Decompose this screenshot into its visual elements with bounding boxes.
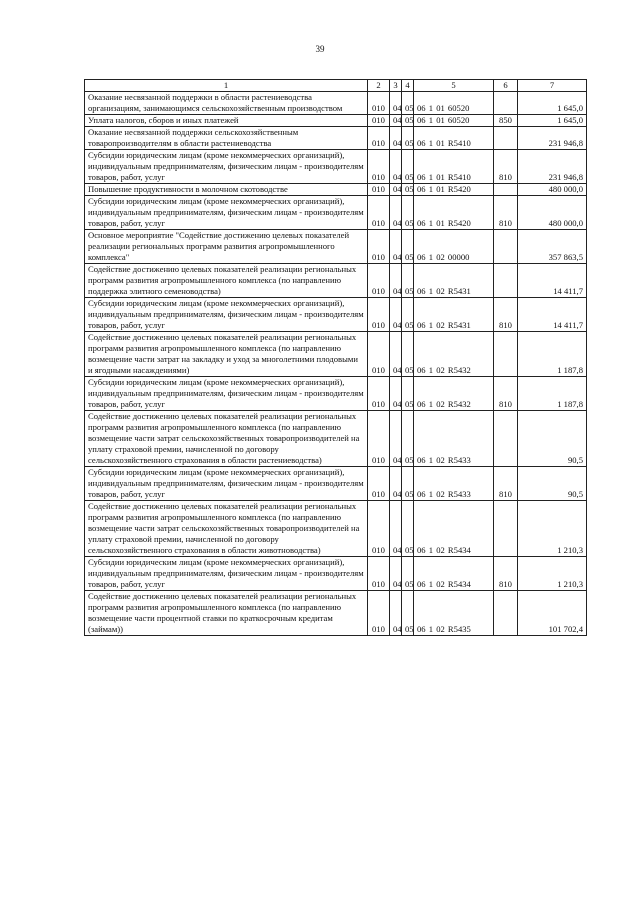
row-target-article-code: 06 1 01 60520 bbox=[414, 92, 494, 115]
row-grbs-code: 010 bbox=[368, 196, 390, 230]
row-expense-type-code bbox=[494, 591, 518, 636]
row-expense-type-code: 810 bbox=[494, 557, 518, 591]
row-subsection-code: 05 bbox=[402, 150, 414, 184]
row-expense-type-code bbox=[494, 127, 518, 150]
table-row bbox=[85, 377, 587, 411]
row-name: Содействие достижению целевых показателей реализации региональных программ развития агропромышленного комплекса (по направлению возмещение части процентной ставки по краткосрочным кредитам (займам)) bbox=[85, 591, 368, 636]
row-subsection-code: 05 bbox=[402, 127, 414, 150]
row-grbs-code: 010 bbox=[368, 332, 390, 377]
row-name: Содействие достижению целевых показателей реализации региональных программ развития агропромышленного комплекса (по направлению возмещение части затрат на закладку и уход за многолетними плодовыми и ягодными насаждениями) bbox=[85, 332, 368, 377]
row-section-code: 04 bbox=[390, 184, 402, 196]
table-row bbox=[85, 115, 587, 127]
column-header: 7 bbox=[518, 80, 587, 92]
table-row bbox=[85, 230, 587, 264]
row-target-article-code: 06 1 01 R5410 bbox=[414, 150, 494, 184]
row-amount: 14 411,7 bbox=[518, 264, 587, 298]
row-section-code: 04 bbox=[390, 230, 402, 264]
row-target-article-code: 06 1 02 R5433 bbox=[414, 467, 494, 501]
row-subsection-code: 05 bbox=[402, 184, 414, 196]
row-grbs-code: 010 bbox=[368, 377, 390, 411]
row-target-article-code: 06 1 01 R5420 bbox=[414, 184, 494, 196]
row-amount: 1 645,0 bbox=[518, 115, 587, 127]
row-subsection-code: 05 bbox=[402, 467, 414, 501]
row-name: Основное мероприятие "Содействие достижению целевых показателей реализации региональных программ развития агропромышленного комплекса" bbox=[85, 230, 368, 264]
row-target-article-code: 06 1 02 R5434 bbox=[414, 557, 494, 591]
row-name: Уплата налогов, сборов и иных платежей bbox=[85, 115, 368, 127]
table-row bbox=[85, 591, 587, 636]
row-name: Содействие достижению целевых показателей реализации региональных программ развития агропромышленного комплекса (по направлению поддержка элитного семеноводства) bbox=[85, 264, 368, 298]
column-header: 1 bbox=[85, 80, 368, 92]
row-expense-type-code bbox=[494, 332, 518, 377]
row-grbs-code: 010 bbox=[368, 467, 390, 501]
row-expense-type-code: 810 bbox=[494, 196, 518, 230]
row-grbs-code: 010 bbox=[368, 298, 390, 332]
row-amount: 231 946,8 bbox=[518, 127, 587, 150]
row-amount: 480 000,0 bbox=[518, 184, 587, 196]
row-expense-type-code bbox=[494, 264, 518, 298]
row-section-code: 04 bbox=[390, 467, 402, 501]
row-grbs-code: 010 bbox=[368, 92, 390, 115]
row-subsection-code: 05 bbox=[402, 115, 414, 127]
column-header: 4 bbox=[402, 80, 414, 92]
row-grbs-code: 010 bbox=[368, 150, 390, 184]
row-target-article-code: 06 1 02 R5435 bbox=[414, 591, 494, 636]
table-row bbox=[85, 501, 587, 557]
row-section-code: 04 bbox=[390, 92, 402, 115]
row-amount: 90,5 bbox=[518, 467, 587, 501]
row-section-code: 04 bbox=[390, 557, 402, 591]
row-section-code: 04 bbox=[390, 115, 402, 127]
row-section-code: 04 bbox=[390, 377, 402, 411]
row-name: Повышение продуктивности в молочном скотоводстве bbox=[85, 184, 368, 196]
row-section-code: 04 bbox=[390, 264, 402, 298]
row-expense-type-code bbox=[494, 92, 518, 115]
row-amount: 90,5 bbox=[518, 411, 587, 467]
table-row bbox=[85, 264, 587, 298]
row-target-article-code: 06 1 02 R5431 bbox=[414, 298, 494, 332]
row-target-article-code: 06 1 02 R5432 bbox=[414, 377, 494, 411]
row-target-article-code: 06 1 02 R5432 bbox=[414, 332, 494, 377]
table-row bbox=[85, 557, 587, 591]
row-amount: 231 946,8 bbox=[518, 150, 587, 184]
row-section-code: 04 bbox=[390, 501, 402, 557]
table-row bbox=[85, 196, 587, 230]
row-target-article-code: 06 1 02 R5431 bbox=[414, 264, 494, 298]
table-row bbox=[85, 127, 587, 150]
row-section-code: 04 bbox=[390, 196, 402, 230]
row-section-code: 04 bbox=[390, 150, 402, 184]
row-expense-type-code bbox=[494, 501, 518, 557]
row-name: Субсидии юридическим лицам (кроме некоммерческих организаций), индивидуальным предпринимателям, физическим лицам - производителям товаров, работ, услуг bbox=[85, 150, 368, 184]
row-expense-type-code: 810 bbox=[494, 150, 518, 184]
row-name: Субсидии юридическим лицам (кроме некоммерческих организаций), индивидуальным предпринимателям, физическим лицам - производителям товаров, работ, услуг bbox=[85, 298, 368, 332]
row-grbs-code: 010 bbox=[368, 115, 390, 127]
table-row bbox=[85, 332, 587, 377]
row-expense-type-code: 850 bbox=[494, 115, 518, 127]
row-name: Субсидии юридическим лицам (кроме некоммерческих организаций), индивидуальным предпринимателям, физическим лицам - производителям товаров, работ, услуг bbox=[85, 377, 368, 411]
row-expense-type-code: 810 bbox=[494, 467, 518, 501]
row-grbs-code: 010 bbox=[368, 501, 390, 557]
row-grbs-code: 010 bbox=[368, 264, 390, 298]
row-expense-type-code bbox=[494, 411, 518, 467]
row-grbs-code: 010 bbox=[368, 127, 390, 150]
row-subsection-code: 05 bbox=[402, 298, 414, 332]
row-subsection-code: 05 bbox=[402, 196, 414, 230]
row-grbs-code: 010 bbox=[368, 230, 390, 264]
row-amount: 1 187,8 bbox=[518, 377, 587, 411]
row-subsection-code: 05 bbox=[402, 411, 414, 467]
row-name: Оказание несвязанной поддержки в области растениеводства организациям, занимающимся сельскохозяйственным производством bbox=[85, 92, 368, 115]
row-amount: 1 210,3 bbox=[518, 501, 587, 557]
table-row bbox=[85, 298, 587, 332]
row-subsection-code: 05 bbox=[402, 230, 414, 264]
row-name: Содействие достижению целевых показателей реализации региональных программ развития агропромышленного комплекса (по направлению возмещение части затрат сельскохозяйственных товаропроизводителей на уплату страховой премии, начисленной по договору сельскохозяйственного страхования в области животноводства) bbox=[85, 501, 368, 557]
row-subsection-code: 05 bbox=[402, 264, 414, 298]
row-target-article-code: 06 1 01 R5420 bbox=[414, 196, 494, 230]
row-subsection-code: 05 bbox=[402, 557, 414, 591]
row-amount: 480 000,0 bbox=[518, 196, 587, 230]
row-subsection-code: 05 bbox=[402, 377, 414, 411]
row-grbs-code: 010 bbox=[368, 591, 390, 636]
table-row bbox=[85, 92, 587, 115]
row-subsection-code: 05 bbox=[402, 591, 414, 636]
row-amount: 1 187,8 bbox=[518, 332, 587, 377]
row-amount: 14 411,7 bbox=[518, 298, 587, 332]
row-name: Субсидии юридическим лицам (кроме некоммерческих организаций), индивидуальным предпринимателям, физическим лицам - производителям товаров, работ, услуг bbox=[85, 557, 368, 591]
table-row bbox=[85, 150, 587, 184]
row-target-article-code: 06 1 01 R5410 bbox=[414, 127, 494, 150]
table-row bbox=[85, 467, 587, 501]
row-target-article-code: 06 1 02 R5433 bbox=[414, 411, 494, 467]
row-target-article-code: 06 1 02 00000 bbox=[414, 230, 494, 264]
row-grbs-code: 010 bbox=[368, 411, 390, 467]
row-subsection-code: 05 bbox=[402, 332, 414, 377]
row-name: Содействие достижению целевых показателей реализации региональных программ развития агропромышленного комплекса (по направлению возмещение части затрат сельскохозяйственных товаропроизводителей на уплату страховой премии, начисленной по договору сельскохозяйственного страхования в области растениеводства) bbox=[85, 411, 368, 467]
row-expense-type-code bbox=[494, 184, 518, 196]
row-amount: 1 645,0 bbox=[518, 92, 587, 115]
row-subsection-code: 05 bbox=[402, 501, 414, 557]
row-section-code: 04 bbox=[390, 411, 402, 467]
row-section-code: 04 bbox=[390, 591, 402, 636]
budget-table bbox=[84, 79, 587, 636]
row-expense-type-code: 810 bbox=[494, 377, 518, 411]
row-grbs-code: 010 bbox=[368, 557, 390, 591]
row-name: Субсидии юридическим лицам (кроме некоммерческих организаций), индивидуальным предпринимателям, физическим лицам - производителям товаров, работ, услуг bbox=[85, 467, 368, 501]
row-section-code: 04 bbox=[390, 332, 402, 377]
row-target-article-code: 06 1 01 60520 bbox=[414, 115, 494, 127]
page-number: 39 bbox=[315, 44, 325, 54]
header-row bbox=[85, 80, 587, 92]
row-expense-type-code bbox=[494, 230, 518, 264]
row-amount: 101 702,4 bbox=[518, 591, 587, 636]
row-name: Оказание несвязанной поддержки сельскохозяйственным товаропроизводителям в области растениеводства bbox=[85, 127, 368, 150]
column-header: 6 bbox=[494, 80, 518, 92]
row-section-code: 04 bbox=[390, 298, 402, 332]
row-target-article-code: 06 1 02 R5434 bbox=[414, 501, 494, 557]
row-subsection-code: 05 bbox=[402, 92, 414, 115]
row-expense-type-code: 810 bbox=[494, 298, 518, 332]
column-header: 5 bbox=[414, 80, 494, 92]
table-row bbox=[85, 411, 587, 467]
row-name: Субсидии юридическим лицам (кроме некоммерческих организаций), индивидуальным предпринимателям, физическим лицам - производителям товаров, работ, услуг bbox=[85, 196, 368, 230]
row-amount: 357 863,5 bbox=[518, 230, 587, 264]
row-section-code: 04 bbox=[390, 127, 402, 150]
row-grbs-code: 010 bbox=[368, 184, 390, 196]
table-row bbox=[85, 184, 587, 196]
column-header: 2 bbox=[368, 80, 390, 92]
row-amount: 1 210,3 bbox=[518, 557, 587, 591]
column-header: 3 bbox=[390, 80, 402, 92]
